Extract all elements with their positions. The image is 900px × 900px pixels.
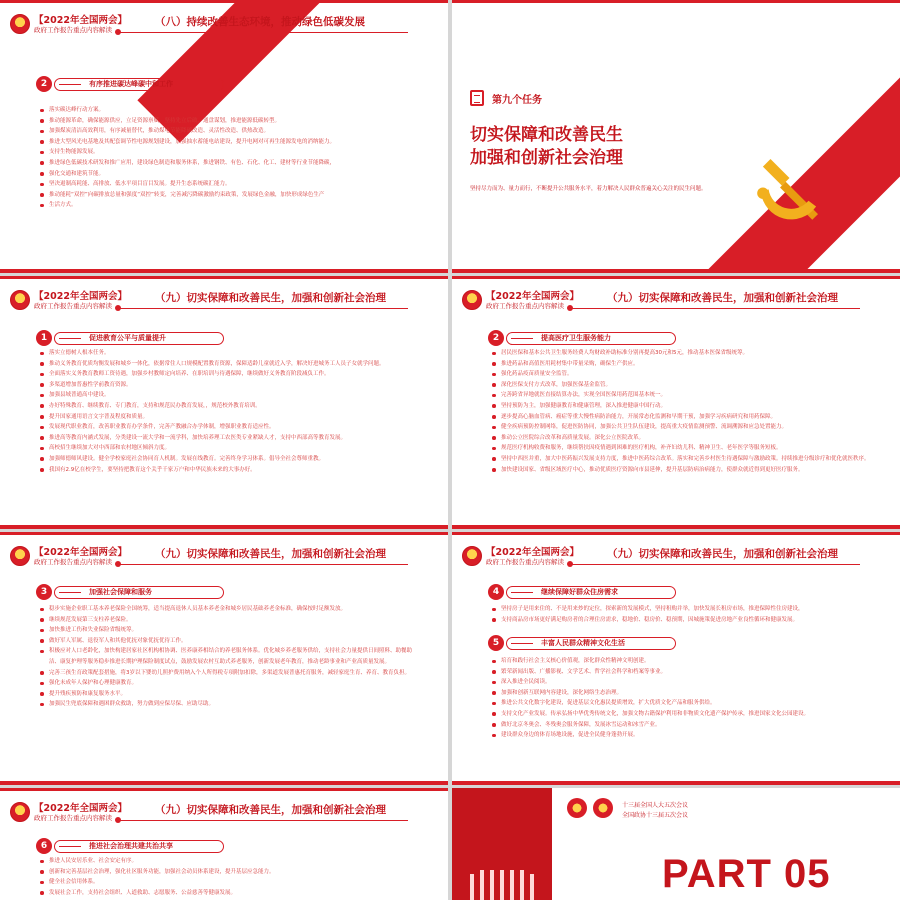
header-divider — [120, 564, 408, 565]
section-number: 1 — [36, 330, 52, 346]
brand-title: 【2022年全国两会】 — [34, 15, 127, 26]
section-number: 6 — [36, 838, 52, 854]
list-item: 支持生物能源发展。 — [40, 147, 418, 158]
list-item: 推动义务教育优质均衡发展和城乡一体化，依据常住人口规模配置教育资源，保障适龄儿童就近入学，解决好进城务工人员子女就学问题。 — [40, 359, 418, 370]
header-divider — [120, 32, 408, 33]
slide-task-nine[interactable] — [452, 0, 900, 273]
list-item: 加强和创新互联网内容建设，深化网络生态治理。 — [492, 688, 870, 699]
list-item: 推进人民安居乐业、社会安定有序。 — [40, 856, 418, 867]
list-item: 坚持房子是用来住的、不是用来炒的定位，探索新的发展模式，坚持租购并举，加快发展长租房市场，推进保障性住房建设， — [492, 604, 870, 615]
bullet-list — [492, 348, 870, 475]
task-label: 第九个任务 — [492, 95, 542, 106]
slide-header — [10, 12, 438, 48]
bullet-list — [492, 604, 870, 625]
list-item: 坚决遏制高耗能、高排放、低水平项目盲目发展。提升生态系统碳汇能力。 — [40, 179, 418, 190]
list-item: 创新和完善基层社会治理，强化社区服务功能，加强社会动员体系建设，提升基层应急能力。 — [40, 867, 418, 878]
slide-education[interactable] — [0, 276, 448, 529]
list-item: 完善跨省异地就医直接结算办法，实现全国医保用药范围基本统一。 — [492, 390, 870, 401]
list-item: 强化未成年人保护和心理健康教育。 — [40, 678, 418, 689]
slide-social-governance[interactable] — [0, 788, 448, 900]
list-item: 加快推进工伤和失业保险省级统筹。 — [40, 625, 418, 636]
header-divider — [572, 308, 860, 309]
national-emblem-icon — [462, 290, 482, 310]
national-emblem-icon — [10, 802, 30, 822]
list-item: 高校招生继续加大对中西部和农村地区倾斜力度。 — [40, 443, 418, 454]
brand-title: 【2022年全国两会】 — [486, 291, 579, 302]
slide-header — [462, 288, 890, 324]
list-item: 做好军人军属、退役军人和其他优抚对象优抚优待工作。 — [40, 636, 418, 647]
bottom-bar — [0, 269, 448, 273]
section-number: 4 — [488, 584, 504, 600]
header-divider — [120, 308, 408, 309]
list-item: 推进大型风光电基地及其配套调节性电源规划建设，加强抽水蓄能电站建设，提升电网对可再生能源发电的消纳能力。 — [40, 137, 418, 148]
brand-title: 【2022年全国两会】 — [34, 803, 127, 814]
list-item: 培育和践行社会主义核心价值观，深化群众性精神文明创建。 — [492, 656, 870, 667]
list-item: 继续规范发展第三支柱养老保险。 — [40, 615, 418, 626]
top-bar — [0, 0, 448, 3]
hall-silhouette — [466, 866, 538, 900]
list-item: 落实立德树人根本任务。 — [40, 348, 418, 359]
title-line-2: 加强和创新社会治理 — [470, 148, 623, 168]
brand-title: 【2022年全国两会】 — [486, 547, 579, 558]
bullet-list — [40, 856, 418, 898]
chapter-title: （八）持续改善生态环境，推动绿色低碳发展 — [155, 16, 365, 28]
list-item: 深化医保支付方式改革，加强医保基金监管。 — [492, 380, 870, 391]
list-item: 提升国家通用语言文字普及程度和质量。 — [40, 412, 418, 423]
part-number: PART 05 — [662, 852, 831, 896]
section-heading — [36, 330, 226, 346]
slide-housing-culture[interactable] — [452, 532, 900, 785]
list-item: 完善三孩生育政策配套措施，将3岁以下婴幼儿照护费用纳入个人所得税专项附加扣除，多渠道发展普惠托育服务，减轻家庭生育、养育、教育负担。 — [40, 668, 418, 679]
list-item: 规范医疗机构收费和服务，继续帮扶因疫情遇到困难的医疗机构，补齐妇幼儿科、精神卫生、老年医学等服务短板。 — [492, 443, 870, 454]
brand-title: 【2022年全国两会】 — [34, 291, 127, 302]
top-bar — [0, 276, 448, 279]
bullet-list — [40, 604, 418, 710]
list-item: 发展社会工作，支持社会组织、人道救助、志愿服务、公益慈善等健康发展。 — [40, 888, 418, 899]
brand-subtitle: 政府工作报告重点内容解读 — [34, 26, 112, 34]
section-heading — [488, 330, 678, 346]
list-item: 全面落实义务教育教师工资待遇，加强乡村教师定向培养、在职培训与待遇保障，继续做好义务教育阶段减负工作。 — [40, 369, 418, 380]
section-heading — [488, 584, 678, 600]
list-item: 坚持预防为主，加强健康教育和健康管理，深入推进健康中国行动。 — [492, 401, 870, 412]
bullet-list — [40, 105, 418, 211]
section-number: 3 — [36, 584, 52, 600]
header-divider — [120, 820, 408, 821]
slide-part-05[interactable] — [452, 788, 900, 900]
top-bar — [0, 788, 448, 791]
hammer-sickle-icon — [742, 140, 837, 235]
bottom-bar — [452, 781, 900, 785]
brand-subtitle: 政府工作报告重点内容解读 — [34, 814, 112, 822]
section-label: 提高医疗卫生服务能力 — [506, 332, 676, 345]
list-item: 加强师德师风建设。健全学校家庭社会协同育人机制。发展在线教育。完善终身学习体系。倡导全社会尊师重教。 — [40, 454, 418, 465]
list-item: 加强煤炭清洁高效利用，有序减量替代，推动煤电节能降碳改造、灵活性改造、供热改造。 — [40, 126, 418, 137]
list-item: 强化交通和建筑节能。 — [40, 169, 418, 180]
list-item: 办好特殊教育、继续教育、专门教育，支持和规范民办教育发展，，规范校外教育培训。 — [40, 401, 418, 412]
list-item: 加快建设国家、省级区域医疗中心，推动优质医疗资源向市县延伸，提升基层防病治病能力，使群众就近得到更好医疗服务。 — [492, 465, 870, 476]
list-item: 建设群众身边的体育场地设施，促进全民健身蓬勃开展。 — [492, 730, 870, 741]
bullet-list — [40, 348, 418, 475]
section-heading — [36, 584, 226, 600]
brand-subtitle: 政府工作报告重点内容解读 — [486, 558, 564, 566]
list-item: 推动能源革命，确保能源供应，立足资源禀赋，坚持先立后破、通盘谋划，推进能源低碳转型。 — [40, 116, 418, 127]
list-item: 坚持中西医并重，加大中医药振兴发展支持力度，推进中医药综合改革。落实和完善乡村医生待遇保障与激励政策。持续推进分级诊疗和优化就医秩序。 — [492, 454, 870, 465]
list-item: 推动能耗“双控”向碳排放总量和强度“双控”转变，完善减污降碳激励约束政策，发展绿色金融，加快形成绿色生产 — [40, 190, 418, 201]
slide-healthcare[interactable] — [452, 276, 900, 529]
list-item: 生活方式。 — [40, 200, 418, 211]
chapter-title: （九）切实保障和改善民生，加强和创新社会治理 — [607, 548, 838, 560]
section-label: 加强社会保障和服务 — [54, 586, 224, 599]
top-bar — [452, 276, 900, 279]
chapter-title: （九）切实保障和改善民生，加强和创新社会治理 — [607, 292, 838, 304]
national-emblem-icon — [462, 546, 482, 566]
list-item: 逐步提高心脑血管病、癌症等重大慢性病防治能力，开展常态化监测和早期干预，加强学习疾病研究和用药保障。 — [492, 412, 870, 423]
task-description: 坚持尽力而为、量力而行，不断提升公共服务水平，着力解决人民群众普遍关心关注的民生问题。 — [470, 186, 707, 192]
header-divider — [572, 564, 860, 565]
chapter-title: （九）切实保障和改善民生，加强和创新社会治理 — [155, 292, 386, 304]
section-number: 2 — [488, 330, 504, 346]
section-label: 推进社会治理共建共治共享 — [54, 840, 224, 853]
list-item: 发展现代职业教育，改善职业教育办学条件，完善产教融合办学体制，增强职业教育适应性。 — [40, 422, 418, 433]
slide-header — [10, 288, 438, 324]
red-panel — [452, 788, 552, 900]
slide-header — [10, 800, 438, 836]
document-icon — [470, 90, 484, 106]
section-label: 促进教育公平与质量提升 — [54, 332, 224, 345]
national-emblem-icon — [10, 14, 30, 34]
list-item: 深入推进全民阅读。 — [492, 677, 870, 688]
list-item: 支持文化产业发展。传承弘扬中华优秀传统文化，加强文物古籍保护利用和非物质文化遗产保护传承，推进国家文化公园建设。 — [492, 709, 870, 720]
section-label: 继续保障好群众住房需求 — [506, 586, 676, 599]
section-number: 2 — [36, 76, 52, 92]
top-bar — [452, 532, 900, 535]
slide-ecology[interactable] — [0, 0, 448, 273]
title-line-1: 切实保障和改善民生 — [470, 125, 623, 145]
list-item: 推进药品和高值医用耗材集中带量采购，确保生产供应。 — [492, 359, 870, 370]
section-number: 5 — [488, 635, 504, 651]
list-item: 多渠道增加普惠性学前教育资源。 — [40, 380, 418, 391]
section-heading — [36, 838, 226, 854]
list-item: 推进公共文化数字化建设，促进基层文化惠民提质增效，扩大优质文化产品和服务供给。 — [492, 698, 870, 709]
slide-header — [462, 544, 890, 580]
list-item: 繁荣新闻出版、广播影视、文学艺术、哲学社会科学和档案等事业。 — [492, 667, 870, 678]
bottom-bar — [0, 781, 448, 785]
list-item: 推进高等教育内涵式发展，分类建设一流大学和一流学科，加快培养理工农医类专业紧缺人才，支持中西部高等教育发展。 — [40, 433, 418, 444]
list-item: 健全社会信用体系。 — [40, 877, 418, 888]
bottom-bar — [452, 269, 900, 273]
brand-subtitle: 政府工作报告重点内容解读 — [34, 558, 112, 566]
brand-subtitle: 政府工作报告重点内容解读 — [486, 302, 564, 310]
section-heading — [488, 635, 678, 651]
brand-title: 【2022年全国两会】 — [34, 547, 127, 558]
national-emblem-icon — [10, 290, 30, 310]
list-item: 加强县域普通高中建设。 — [40, 390, 418, 401]
section-label: 有序推进碳达峰碳中和工作 — [54, 78, 224, 91]
list-item: 加强民生兜底保障和遇困群众救助，努力做到应保尽保、应助尽助。 — [40, 699, 418, 710]
npc-emblem-icon — [567, 798, 587, 818]
list-item: 支持商品房市场更好满足购房者的合理住房需求，稳地价、稳房价、稳预期，因城施策促进房地产业良性循环和健康发展。 — [492, 615, 870, 626]
list-item: 强化药品疫苗质量安全监管。 — [492, 369, 870, 380]
list-item: 健全疾病预防控制网络，促进医防协同，加强公共卫生队伍建设，提高重大疫情监测预警、流调溯源和应急处置能力。 — [492, 422, 870, 433]
list-item: 积极应对人口老龄化，加快构建居家社区机构相协调、医养康养相结合的养老服务体系。优化城乡养老服务供给，支持社会力量提供日间照料、助餐助洁、康复护理等服务稳步推进长期护理保险制度试点，鼓励发展农村互助式养老服务，创新发展老年教育，推动老龄事业和产业高质量发展。 — [40, 646, 418, 667]
cppcc-emblem-icon — [593, 798, 613, 818]
list-item: 推进绿色低碳技术研发和推广应用，建设绿色制造和服务体系，推进钢铁、有色、石化、化工、建材等行业节能降碳， — [40, 158, 418, 169]
list-item: 稳步实施企业职工基本养老保险全国统筹，适当提高退休人员基本养老金和城乡居民基础养老金标准，确保按时足额发放。 — [40, 604, 418, 615]
list-item: 居民医保和基本公共卫生服务经费人均财政补助标准分别再提高30元和5元，推动基本医保省级统筹。 — [492, 348, 870, 359]
section-heading — [36, 76, 226, 92]
chapter-title: （九）切实保障和改善民生，加强和创新社会治理 — [155, 548, 386, 560]
meeting-line-2: 全国政协十三届五次会议 — [622, 812, 689, 819]
brand-subtitle: 政府工作报告重点内容解读 — [34, 302, 112, 310]
meeting-line-1: 十三届全国人大五次会议 — [622, 802, 689, 809]
list-item: 做好北京冬奥会、冬残奥会服务保障，发展冰雪运动和冰雪产业。 — [492, 720, 870, 731]
top-bar — [452, 0, 900, 3]
list-item: 推动公立医院综合改革和高质量发展。深化公立医院改革。 — [492, 433, 870, 444]
list-item: 我国有2.9亿在校学生，要坚持把教育这个关乎千家万户和中华民族未来的大事办好。 — [40, 465, 418, 476]
top-bar — [0, 532, 448, 535]
list-item: 落实碳达峰行动方案。 — [40, 105, 418, 116]
chapter-title: （九）切实保障和改善民生，加强和创新社会治理 — [155, 804, 386, 816]
slide-social-security[interactable] — [0, 532, 448, 785]
national-emblem-icon — [10, 546, 30, 566]
bottom-bar — [0, 525, 448, 529]
bottom-bar — [452, 525, 900, 529]
slide-header — [10, 544, 438, 580]
list-item: 提升残疾预防和康复服务水平。 — [40, 689, 418, 700]
section-label: 丰富人民群众精神文化生活 — [506, 637, 676, 650]
bullet-list — [492, 656, 870, 741]
